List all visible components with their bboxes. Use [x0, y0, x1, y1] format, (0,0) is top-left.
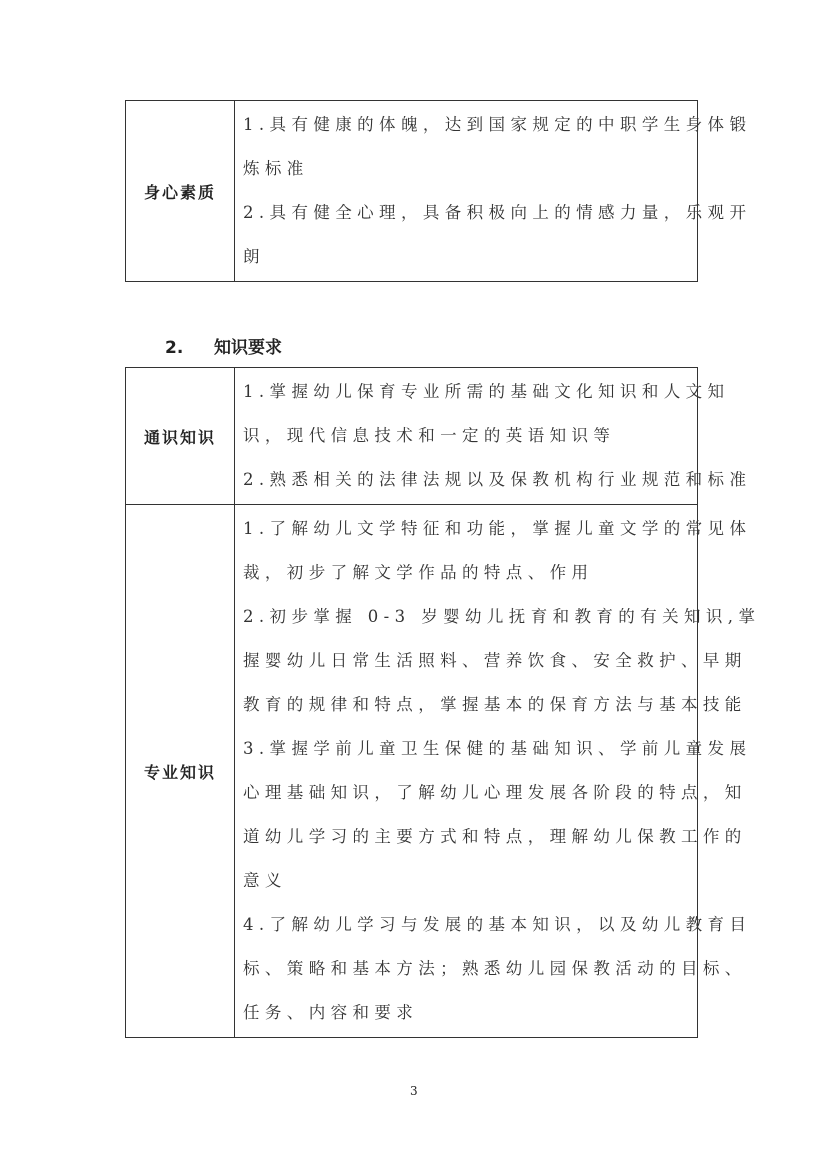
content-line: 2.熟悉相关的法律法规以及保教机构行业规范和标准	[243, 470, 752, 489]
table-row	[126, 101, 698, 282]
page-number: 3	[410, 1084, 418, 1098]
content-line: 1.掌握幼儿保育专业所需的基础文化知识和人文知	[243, 382, 730, 401]
content-line: 握婴幼儿日常生活照料、营养饮食、安全救护、早期	[243, 651, 747, 670]
content-line: 任务、内容和要求	[243, 1003, 419, 1022]
content-line: 意义	[243, 871, 287, 890]
content-line: 教育的规律和特点，掌握基本的保育方法与基本技能	[243, 695, 747, 714]
knowledge-requirements-table	[125, 367, 761, 1038]
row-label: 身心素质	[126, 101, 235, 282]
content-line: 道幼儿学习的主要方式和特点，理解幼儿保教工作的	[243, 827, 747, 846]
table-row	[126, 505, 698, 1038]
section-number: 2.	[165, 338, 184, 358]
content-line: 2.初步掌握 0-3 岁婴幼儿抚育和教育的有关知识,掌	[243, 607, 761, 626]
row-content	[235, 505, 761, 1038]
content-line: 4.了解幼儿学习与发展的基本知识，以及幼儿教育目	[243, 915, 752, 934]
content-line: 炼标准	[243, 159, 309, 178]
table-row	[126, 368, 698, 505]
content-line: 1.具有健康的体魄，达到国家规定的中职学生身体锻	[243, 115, 752, 134]
row-content	[235, 101, 752, 282]
content-line: 2.具有健全心理，具备积极向上的情感力量，乐观开	[243, 203, 752, 222]
content-line: 心理基础知识，了解幼儿心理发展各阶段的特点，知	[243, 783, 747, 802]
row-content	[235, 368, 752, 505]
physical-mental-quality-table	[125, 100, 752, 282]
content-line: 朗	[243, 247, 265, 266]
row-label: 通识知识	[126, 368, 235, 505]
row-label: 专业知识	[126, 505, 235, 1038]
content-line: 3.掌握学前儿童卫生保健的基础知识、学前儿童发展	[243, 739, 752, 758]
section-heading	[165, 333, 282, 358]
content-line: 1.了解幼儿文学特征和功能，掌握儿童文学的常见体	[243, 519, 752, 538]
content-line: 识，现代信息技术和一定的英语知识等	[243, 426, 616, 445]
content-line: 标、策略和基本方法；熟悉幼儿园保教活动的目标、	[243, 959, 747, 978]
section-title: 知识要求	[214, 338, 282, 358]
content-line: 裁，初步了解文学作品的特点、作用	[243, 563, 594, 582]
